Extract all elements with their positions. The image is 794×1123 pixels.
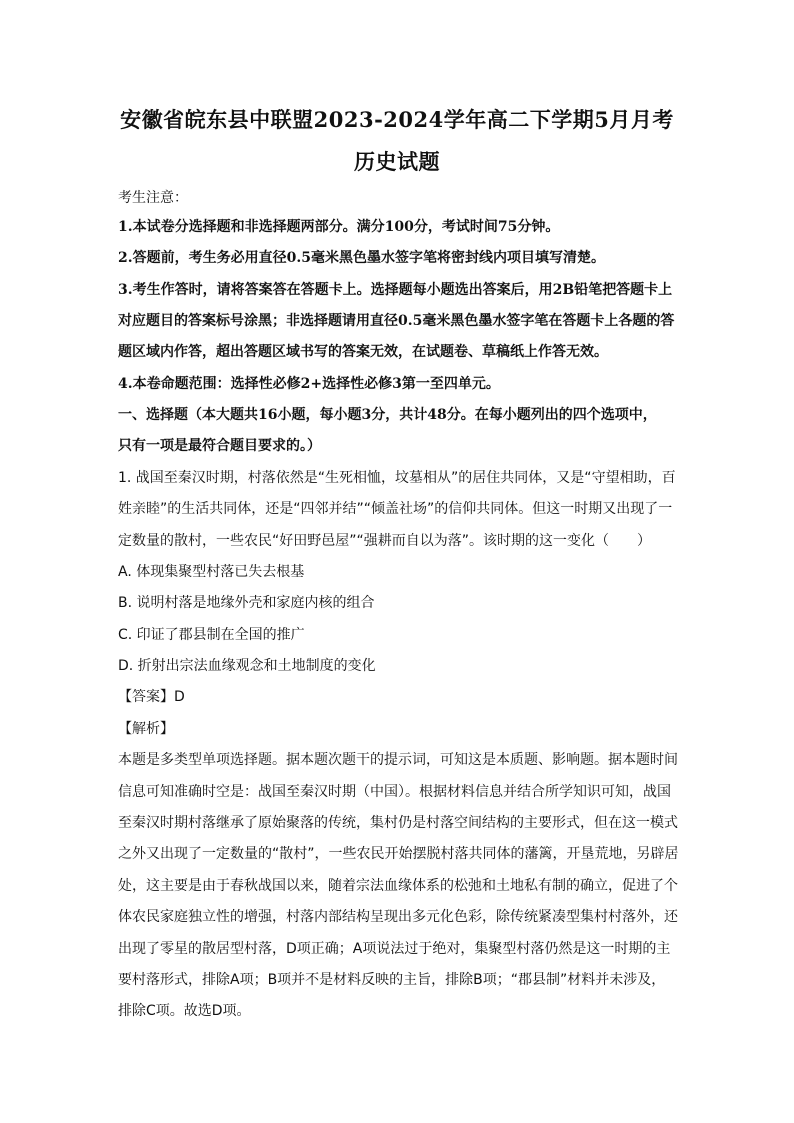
notice-item: 3.考生作答时，请将答案答在答题卡上。选择题每小题选出答案后，用2B铅笔把答题卡上 — [118, 282, 673, 298]
notice-item: 1.本试卷分选择题和非选择题两部分。满分100分，考试时间75分钟。 — [118, 219, 560, 235]
analysis-text: 信息可知准确时空是：战国至秦汉时期（中国）。根据材料信息并结合所学知识可知，战国 — [118, 784, 671, 800]
question-stem: 姓亲睦”的生活共同体，还是“四邻并结”“倾盖社场”的信仰共同体。但这一时期又出现了一 — [118, 501, 673, 517]
question-stem: 定数量的散村，一些农民“好田野邑屋”“强耕而自以为落”。该时期的这一变化（ ） — [118, 533, 652, 549]
analysis-text: 处，这主要是由于春秋战国以来，随着宗法血缘体系的松弛和土地私有制的确立，促进了个 — [118, 878, 678, 894]
analysis-text: 要村落形式，排除A项；B项并不是材料反映的主旨，排除B项；“郡县制”材料并未涉及， — [118, 972, 666, 988]
question-stem: 1. 战国至秦汉时期，村落依然是“生死相恤，坟墓相从”的居住共同体，又是“守望相助，百 — [118, 470, 676, 486]
analysis-text: 至秦汉时期村落继承了原始聚落的传统，集村仍是村落空间结构的主要形式，但在这一模式 — [118, 815, 678, 831]
document-subtitle: 历史试题 — [354, 149, 440, 174]
notice-heading: 考生注意： — [118, 190, 188, 206]
section-heading-continued: 只有一项是最符合题目要求的。） — [118, 438, 321, 454]
option-b: B. 说明村落是地缘外壳和家庭内核的组合 — [118, 595, 375, 611]
notice-item: 4.本卷命题范围：选择性必修2+选择性必修3第一至四单元。 — [118, 376, 500, 392]
document-title: 安徽省皖东县中联盟2023-2024学年高二下学期5月月考 — [120, 107, 674, 132]
option-c: C. 印证了郡县制在全国的推广 — [118, 627, 305, 643]
analysis-text: 排除C项。故选D项。 — [118, 1003, 251, 1019]
section-heading: 一、选择题（本大题共16小题，每小题3分，共计48分。在每小题列出的四个选项中， — [118, 407, 657, 423]
analysis-label: 【解析】 — [118, 721, 174, 737]
analysis-text: 体农民家庭独立性的增强，村落内部结构呈现出多元化色彩，除传统紧凑型集村村落外，还 — [118, 909, 678, 925]
answer-label: 【答案】D — [118, 689, 185, 705]
analysis-text: 本题是多类型单项选择题。据本题次题干的提示词，可知这是本质题、影响题。据本题时间 — [118, 752, 678, 768]
analysis-text: 之外又出现了一定数量的“散村”，一些农民开始摆脱村落共同体的藩篱，开垦荒地，另辟居 — [118, 846, 679, 862]
notice-item-continued: 题区域内作答，超出答题区域书写的答案无效，在试题卷、草稿纸上作答无效。 — [118, 344, 608, 360]
notice-item-continued: 对应题目的答案标号涂黑；非选择题请用直径0.5毫米黑色墨水签字笔在答题卡上各题的答 — [118, 313, 675, 329]
analysis-text: 出现了零星的散居型村落，D项正确；A项说法过于绝对，集聚型村落仍然是这一时期的主 — [118, 941, 671, 957]
option-d: D. 折射出宗法血缘观念和土地制度的变化 — [118, 658, 376, 674]
option-a: A. 体现集聚型村落已失去根基 — [118, 564, 305, 580]
notice-item: 2.答题前，考生务必用直径0.5毫米黑色墨水签字笔将密封线内项目填写清楚。 — [118, 250, 605, 266]
